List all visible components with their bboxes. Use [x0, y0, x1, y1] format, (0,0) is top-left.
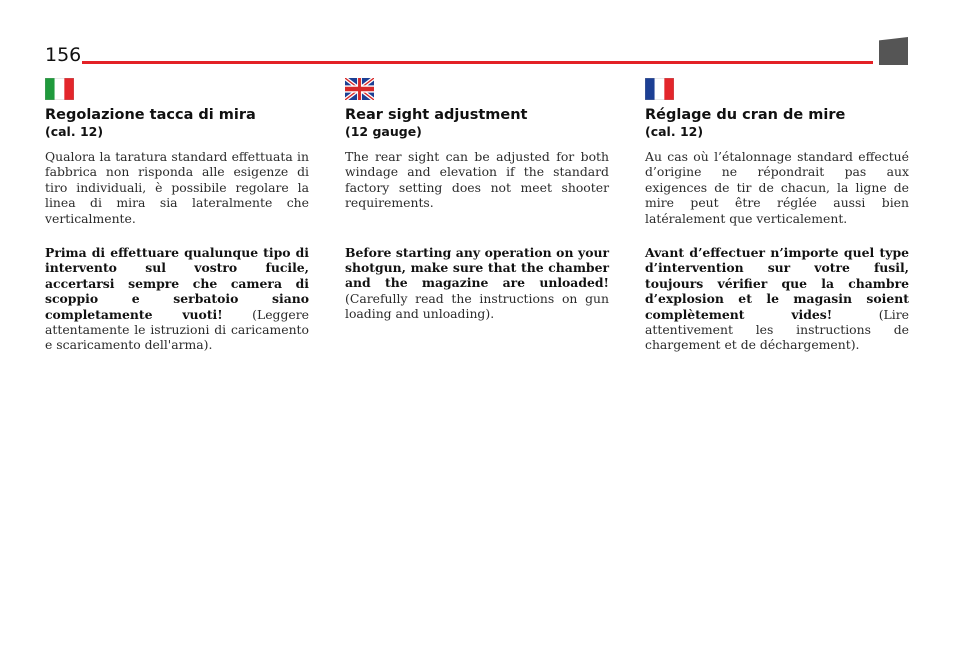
section-subtitle-french: (cal. 12) [645, 124, 704, 139]
warning-rest-english: (Carefully read the instructions on gun loading and unloading). [345, 290, 609, 322]
section-title-italian: Regolazione tacca di mira [45, 107, 256, 123]
column-french [645, 78, 909, 353]
header-rule [82, 61, 873, 64]
section-title-english: Rear sight adjustment [345, 107, 528, 123]
italy-flag-icon [45, 78, 74, 100]
warning-bold-italian: Prima di effettuare qualunque tipo di intervento sul vostro fucile, accertarsi sempre che camera di scoppio e serbatoio siano completamente vuoti! [45, 245, 309, 322]
warning-bold-french: Avant d’effectuer n’importe quel type d’intervention sur votre fusil, toujours vérifier que la chambre d’explosion et le magasin soient complètement vides! [645, 245, 909, 322]
warning-paragraph-italian [45, 245, 309, 353]
section-title-french: Réglage du cran de mire [645, 107, 846, 123]
intro-paragraph-italian: Qualora la taratura standard effettuata in fabbrica non risponda alle esigenze di tiro individuali, è possibile regolare la linea di mira sia lateralmente che verticalmente. [45, 149, 309, 226]
section-subtitle-english: (12 gauge) [345, 124, 422, 139]
warning-rest-french: (Lire attentivement les instructions de chargement et de déchargement). [645, 306, 909, 353]
intro-paragraph-french: Au cas où l’étalonnage standard effectué d’origine ne répondrait pas aux exigences de tir de chacun, la ligne de mire peut être réglée aussi bien latéralement que verticalement. [645, 149, 909, 226]
warning-rest-italian: (Leggere attentamente le istruzioni di caricamento e scaricamento dell'arma). [45, 306, 309, 353]
column-italian [45, 78, 309, 353]
corner-tab [879, 37, 908, 65]
intro-paragraph-english: The rear sight can be adjusted for both windage and elevation if the standard factory setting does not meet shooter requirements. [345, 149, 609, 211]
section-subtitle-italian: (cal. 12) [45, 124, 104, 139]
warning-bold-english: Before starting any operation on your shotgun, make sure that the chamber and the magazine are unloaded! [345, 244, 609, 291]
column-english [345, 78, 609, 322]
page-number: 156 [45, 44, 82, 66]
warning-paragraph-english [345, 245, 609, 322]
france-flag-icon [645, 78, 674, 100]
uk-flag-icon [345, 78, 374, 100]
warning-paragraph-french [645, 245, 909, 353]
